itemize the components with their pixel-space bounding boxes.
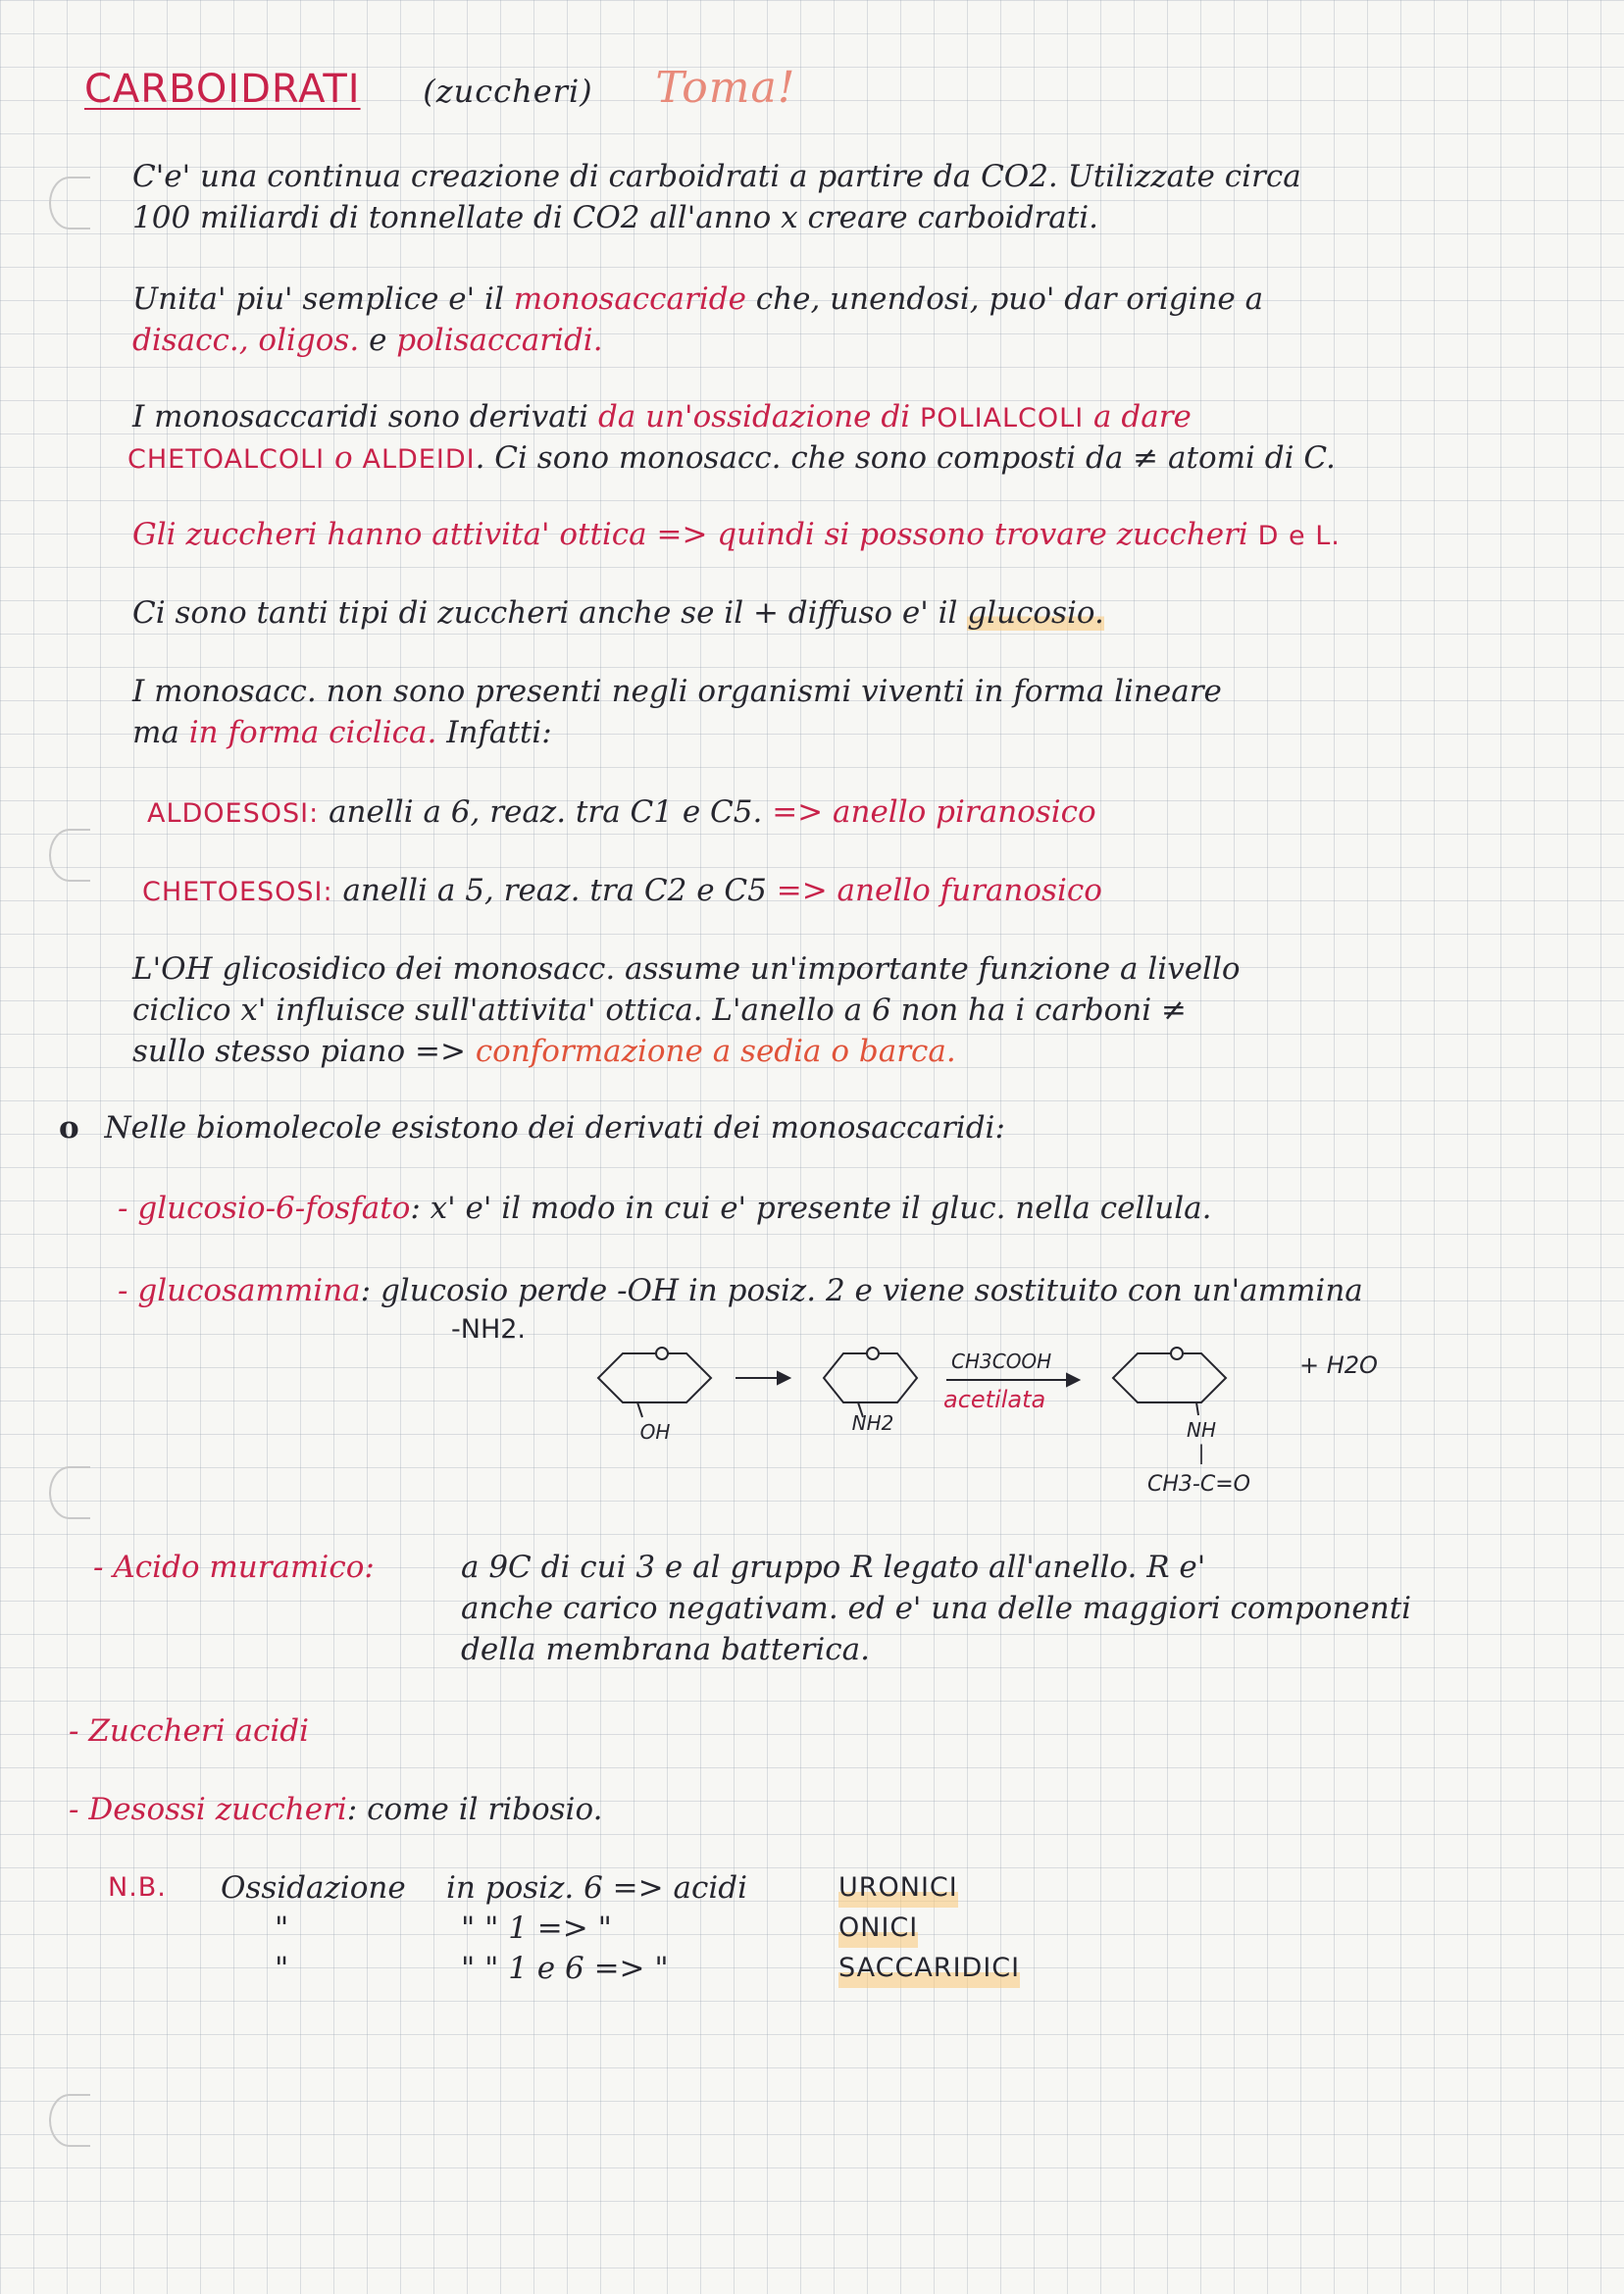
muramic-line-2: anche carico negativam. ed e' una delle maggiori componenti	[461, 1591, 1412, 1626]
conformazione-term: conformazione a sedia o barca.	[475, 1034, 956, 1069]
nb-label: N.B.	[108, 1872, 167, 1903]
nb-row2-subject: "	[275, 1911, 289, 1946]
glucose-ring	[598, 1353, 711, 1402]
chetoesosi-label: CHETOESOSI:	[142, 877, 333, 907]
glucosammina-term: glucosammina	[137, 1273, 361, 1308]
glycosidic-line-2: ciclico x' influisce sull'attivita' ottica. L'anello a 6 non ha i carboni ≠	[132, 993, 1187, 1028]
nb-row1-condition: in posiz. 6 => acidi	[446, 1870, 748, 1906]
muramic-line-3: della membrana batterica.	[461, 1632, 870, 1667]
binder-hole	[49, 177, 90, 229]
polisacc-term: polisaccaridi.	[396, 323, 603, 358]
derivation-line-1: I monosaccaridi sono derivati da un'ossidazione di POLIALCOLI a dare	[132, 399, 1192, 434]
intro-line-2: 100 miliardi di tonnellate di CO2 all'anno x creare carboidrati.	[132, 200, 1098, 235]
nb-row1-subject: Ossidazione	[221, 1870, 406, 1906]
glucosamine-ring	[824, 1353, 917, 1402]
page-title	[84, 63, 796, 113]
uronici-term: URONICI	[838, 1868, 958, 1908]
muramic-acid-term: Acido muramico:	[113, 1550, 375, 1585]
binder-hole	[49, 1466, 90, 1519]
monosaccharide-line-1: Unita' piu' semplice e' il monosaccaride che, unendosi, puo' dar origine a	[132, 281, 1264, 317]
g6p-term: glucosio-6-fosfato	[137, 1191, 411, 1226]
deoxy-sugars-term: Desossi zuccheri	[88, 1792, 347, 1827]
glycosidic-line-1: L'OH glicosidico dei monosacc. assume un'importante funzione a livello	[132, 951, 1241, 987]
chetoalcoli-term: CHETOALCOLI	[127, 444, 326, 475]
acid-sugars-line: - Zuccheri acidi	[69, 1713, 309, 1749]
glycosidic-line-3: sullo stesso piano => conformazione a sedia o barca.	[132, 1034, 956, 1069]
saccaridici-term: SACCARIDICI	[838, 1949, 1020, 1988]
aldoesosi-label: ALDOESOSI:	[147, 798, 320, 829]
chetoesosi-line: CHETOESOSI: anelli a 5, reaz. tra C2 e C5 => anello furanosico	[142, 873, 1102, 908]
polialcoli-term: POLIALCOLI	[920, 403, 1085, 433]
disacc-term: disacc., oligos.	[132, 323, 360, 358]
nb-row2-condition: " " 1 => "	[461, 1911, 612, 1946]
aldoesosi-line: ALDOESOSI: anelli a 6, reaz. tra C1 e C5. => anello piranosico	[147, 794, 1096, 830]
furanosico-term: => anello furanosico	[776, 873, 1102, 908]
cyclic-form-line-1: I monosacc. non sono presenti negli organismi viventi in forma lineare	[132, 674, 1222, 709]
glucosamine-reaction-scheme	[579, 1329, 1461, 1505]
muramic-acid-line: - Acido muramico:	[93, 1550, 375, 1585]
acetyl-label: CH3-C=O	[1147, 1472, 1250, 1497]
author-signature: Toma!	[655, 63, 796, 113]
water-label: + H2O	[1299, 1351, 1378, 1379]
glucosio-highlight: glucosio.	[967, 595, 1104, 631]
cyclic-form-line-2: ma in forma ciclica. Infatti:	[132, 715, 552, 750]
deoxy-sugars-line: - Desossi zuccheri: come il ribosio.	[69, 1792, 603, 1827]
piranosico-term: => anello piranosico	[772, 794, 1096, 830]
aldeidi-term: ALDEIDI	[362, 444, 476, 475]
nh2-note: -NH2.	[451, 1314, 527, 1345]
acid-sugars-term: Zuccheri acidi	[88, 1713, 309, 1749]
derivatives-heading: o Nelle biomolecole esistono dei derivati dei monosaccaridi:	[59, 1110, 1005, 1146]
nh2-label: NH2	[851, 1411, 894, 1435]
binder-hole	[49, 2094, 90, 2147]
title-main: CARBOIDRATI	[84, 67, 361, 112]
muramic-line-1: a 9C di cui 3 e al gruppo R legato all'anello. R e'	[461, 1550, 1206, 1585]
reagent-label: CH3COOH	[951, 1350, 1052, 1373]
nh-label: NH	[1187, 1418, 1216, 1442]
acetilata-label: acetilata	[943, 1386, 1046, 1413]
forma-ciclica-term: in forma ciclica.	[188, 715, 437, 750]
binder-hole	[49, 829, 90, 882]
monosaccharide-line-2: disacc., oligos. e polisaccaridi.	[132, 323, 603, 358]
title-paren: (zuccheri)	[423, 73, 593, 110]
onici-term: ONICI	[838, 1909, 918, 1948]
monosaccaride-term: monosaccaride	[513, 281, 746, 317]
glucose-line: Ci sono tanti tipi di zuccheri anche se il + diffuso e' il glucosio.	[132, 595, 1104, 631]
nb-row3-subject: "	[275, 1951, 289, 1986]
glucosammina-line: - glucosammina: glucosio perde -OH in posiz. 2 e viene sostituito con un'ammina	[118, 1273, 1363, 1308]
acetylglucosamine-ring	[1113, 1353, 1226, 1402]
derivation-line-2: CHETOALCOLI o ALDEIDI. Ci sono monosacc. che sono composti da ≠ atomi di C.	[127, 440, 1336, 476]
bond-label: |	[1197, 1441, 1205, 1464]
intro-line-1: C'e' una continua creazione di carboidrati a partire da CO2. Utilizzate circa	[132, 159, 1301, 194]
oh-label: OH	[639, 1420, 671, 1444]
nb-row3-condition: " " 1 e 6 => "	[461, 1951, 669, 1986]
optical-activity-line: Gli zuccheri hanno attivita' ottica => quindi si possono trovare zuccheri D e L.	[132, 517, 1341, 552]
g6p-line: - glucosio-6-fosfato: x' e' il modo in cui e' presente il gluc. nella cellula.	[118, 1191, 1212, 1226]
bullet-marker: o	[59, 1110, 79, 1146]
